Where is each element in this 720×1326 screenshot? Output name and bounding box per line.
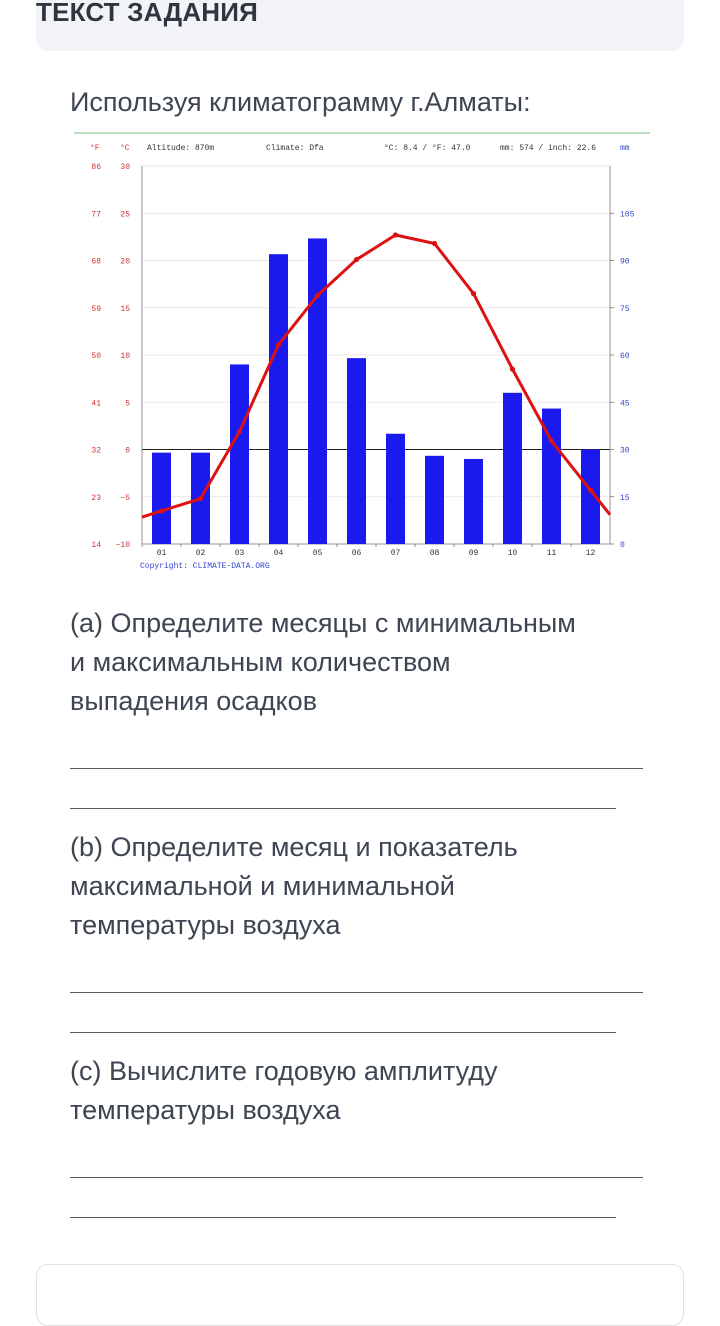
- question-b-line-2: максимальной и минимальной: [70, 871, 455, 901]
- month-tick: 05: [312, 549, 323, 558]
- precip-bar: [152, 453, 171, 544]
- climate-label: Climate: Dfa: [266, 144, 324, 153]
- right-tick-mm: 60: [620, 352, 630, 361]
- precip-bar: [347, 358, 366, 544]
- answer-line-c-2[interactable]: [70, 1217, 616, 1218]
- month-tick: 06: [351, 549, 362, 558]
- temperature-point: [588, 488, 593, 493]
- precip-summary-label: mm: 574 / inch: 22.6: [500, 144, 597, 153]
- month-tick: 08: [429, 549, 440, 558]
- left-tick-f: 14: [91, 541, 101, 550]
- temp-summary-label: °C: 8.4 / °F: 47.0: [384, 144, 471, 153]
- month-tick: 10: [507, 549, 518, 558]
- left-tick-c: −5: [120, 493, 130, 503]
- left-tick-f: 86: [91, 163, 101, 172]
- left-tick-f: 77: [91, 210, 101, 220]
- unit-c-label: °C: [120, 144, 130, 153]
- left-tick-f: 68: [91, 257, 101, 267]
- precip-bar: [464, 459, 483, 544]
- next-card: [36, 1264, 684, 1326]
- temperature-point: [276, 342, 281, 347]
- month-tick: 04: [273, 549, 284, 558]
- left-tick-c: 10: [120, 352, 130, 361]
- precip-bar: [386, 434, 405, 544]
- climate-chart-svg: [70, 128, 652, 576]
- answer-line-b-2[interactable]: [70, 1032, 616, 1033]
- month-tick: 07: [390, 549, 401, 558]
- right-tick-mm: 0: [620, 541, 625, 550]
- answer-line-c-1[interactable]: [70, 1177, 643, 1178]
- left-tick-c: 0: [125, 446, 130, 456]
- precip-bar: [503, 393, 522, 544]
- temperature-line: [142, 235, 610, 517]
- altitude-label: Altitude: 870m: [147, 144, 215, 153]
- question-a-line-3: выпадения осадков: [70, 686, 318, 716]
- temperature-point: [471, 291, 476, 296]
- precip-bar: [269, 254, 288, 544]
- left-tick-f: 32: [91, 446, 101, 456]
- precip-bar: [308, 238, 327, 544]
- left-tick-c: 15: [120, 304, 130, 314]
- right-tick-mm: 30: [620, 446, 630, 456]
- temperature-point: [393, 232, 398, 237]
- month-tick: 02: [195, 549, 206, 558]
- month-tick: 12: [585, 549, 596, 558]
- right-tick-mm: 45: [620, 399, 630, 409]
- left-tick-c: 30: [120, 163, 130, 172]
- question-a-line-1: (a) Определите месяцы с минимальным: [70, 608, 576, 638]
- temperature-point: [159, 508, 164, 513]
- precip-bar: [425, 456, 444, 544]
- month-tick: 03: [234, 549, 245, 558]
- left-tick-f: 59: [91, 304, 101, 314]
- temperature-point: [432, 241, 437, 246]
- left-tick-f: 50: [91, 352, 101, 361]
- question-b: [70, 828, 660, 945]
- left-tick-c: 20: [120, 257, 130, 267]
- left-tick-c: −10: [115, 541, 130, 550]
- left-tick-f: 23: [91, 493, 101, 503]
- question-c-line-1: (c) Вычислите годовую амплитуду: [70, 1056, 498, 1086]
- temperature-point: [510, 367, 515, 372]
- answer-line-a-2[interactable]: [70, 808, 616, 809]
- unit-f-label: °F: [90, 144, 100, 153]
- right-tick-mm: 90: [620, 257, 630, 267]
- temperature-point: [237, 429, 242, 434]
- question-c: [70, 1052, 660, 1130]
- answer-line-a-1[interactable]: [70, 768, 643, 769]
- left-tick-c: 25: [120, 210, 130, 220]
- month-tick: 11: [546, 549, 557, 558]
- month-tick: 01: [156, 549, 167, 558]
- right-tick-mm: 75: [620, 304, 630, 314]
- left-tick-c: 5: [125, 399, 130, 409]
- question-c-line-2: температуры воздуха: [70, 1095, 341, 1125]
- temperature-point: [354, 257, 359, 262]
- temperature-point: [315, 293, 320, 298]
- right-tick-mm: 15: [620, 493, 630, 503]
- copyright-label: Copyright: CLIMATE-DATA.ORG: [140, 562, 270, 571]
- question-b-line-3: температуры воздуха: [70, 910, 341, 940]
- precip-bar: [230, 364, 249, 544]
- right-tick-mm: 105: [620, 210, 635, 220]
- month-tick: 09: [468, 549, 479, 558]
- question-b-line-1: (b) Определите месяц и показатель: [70, 832, 518, 862]
- left-tick-f: 41: [91, 399, 101, 409]
- unit-mm-label: mm: [620, 144, 630, 153]
- intro-text: Используя климатограмму г.Алматы:: [70, 87, 531, 117]
- answer-line-b-1[interactable]: [70, 992, 643, 993]
- temperature-point: [198, 496, 203, 501]
- question-a: [70, 604, 660, 721]
- climate-chart: [70, 128, 652, 576]
- page-title: ТЕКСТ ЗАДАНИЯ: [36, 0, 259, 27]
- temperature-point: [549, 438, 554, 443]
- question-a-line-2: и максимальным количеством: [70, 647, 451, 677]
